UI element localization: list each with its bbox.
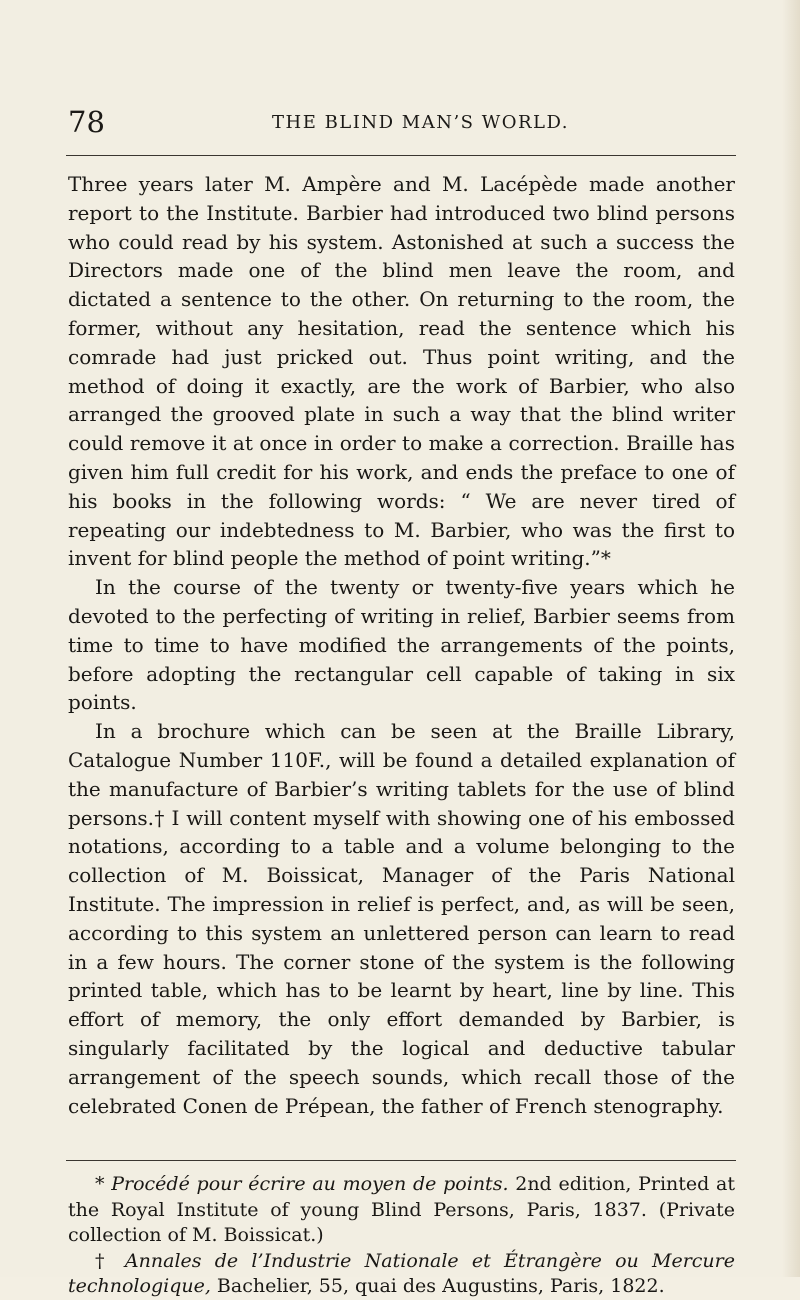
footnote-2-title: Annales de l’Industrie Nationale et Étrangère ou Mercure technologique, <box>68 1249 735 1297</box>
paragraph-2: In the course of the twenty or twenty-five years which he devoted to the perfecting of writing in relief, Barbier seems from time to time to have modified the arrangements of the points, before adopting the rectangular cell capable of taking in six points. <box>68 575 735 715</box>
footnote-2-text: Bachelier, 55, quai des Augustins, Paris, 1822. <box>210 1275 665 1297</box>
page-header <box>0 102 800 142</box>
running-title: THE BLIND MAN’S WORLD. <box>272 112 569 133</box>
page-number: 78 <box>68 105 105 139</box>
footnote-2 <box>68 1249 735 1300</box>
footnote-1-marker: * <box>95 1173 112 1195</box>
body-text <box>68 170 735 1120</box>
footnote-1 <box>68 1172 735 1249</box>
footnote-1-title: Procédé pour écrire au moyen de points. <box>111 1173 509 1195</box>
header-rule <box>66 155 736 156</box>
footnote-rule <box>66 1160 736 1161</box>
footnotes <box>68 1172 735 1300</box>
page-edge-shadow <box>782 0 800 1277</box>
footnote-2-marker: † <box>95 1249 125 1272</box>
paragraph-1: Three years later M. Ampère and M. Lacépède made another report to the Institute. Barbier had introduced two blind persons who could read by his system. Astonished at such a success the Directors made one of the blind men leave the room, and dictated a sentence to the other. On returning to the room, the former, without any hesitation, read the sentence which his comrade had just pricked out. Thus point writing, and the method of doing it exactly, are the work of Barbier, who also arranged the grooved plate in such a way that the blind writer could remove it at once in order to make a correction. Braille has given him full credit for his work, and ends the preface to one of his books in the following words: “ We are never tired of repeating our indebtedness to M. Barbier, who was the first to invent for blind people the method of point writing.”* <box>68 172 735 571</box>
footnote-1-text: 2nd edition, Printed at the Royal Institute of young Blind Persons, Paris, 1837. (Private collection of M. Boissicat.) <box>68 1173 736 1246</box>
paragraph-3: In a brochure which can be seen at the Braille Library, Catalogue Number 110F., will be found a detailed explanation of the manufacture of Barbier’s writing tablets for the use of blind persons.† I will content myself with showing one of his embossed notations, according to a table and a volume belonging to the collection of M. Boissicat, Manager of the Paris National Institute. The impression in relief is perfect, and, as will be seen, according to this system an unlettered person can learn to read in a few hours. The corner stone of the system is the following printed table, which has to be learnt by heart, line by line. This effort of memory, the only effort demanded by Barbier, is singularly facilitated by the logical and deductive tabular arrangement of the speech sounds, which recall those of the celebrated Conen de Prépean, the father of French stenography. <box>68 719 735 1118</box>
